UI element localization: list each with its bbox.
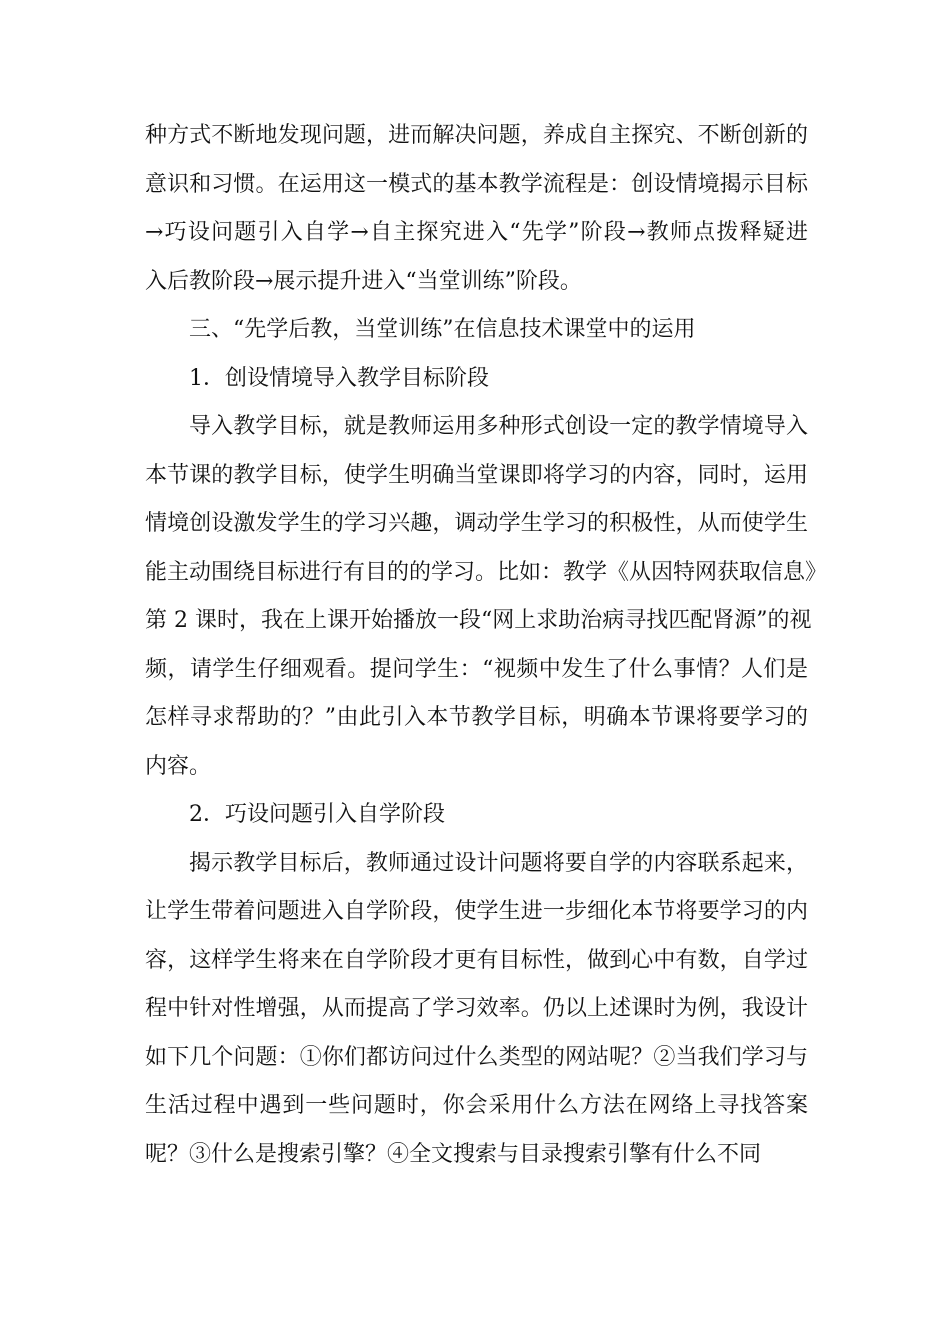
text-line: 呢？③什么是搜索引擎？④全文搜索与目录搜索引擎有什么不同 — [145, 1141, 762, 1167]
subsection-heading-text: 1．创设情境导入教学目标阶段 — [189, 365, 489, 391]
text-line: 内容。 — [145, 753, 212, 779]
text-line: 意识和习惯。在运用这一模式的基本教学流程是：创设情境揭示目标 — [145, 171, 808, 197]
text-line: →巧设问题引入自学→自主探究进入“先学”阶段→教师点拨释疑进 — [145, 220, 808, 245]
text-line: 生活过程中遇到一些问题时，你会采用什么方法在网络上寻找答案 — [145, 1093, 808, 1118]
text-line: 能主动围绕目标进行有目的的学习。比如：教学《从因特网获取信息》 — [145, 559, 828, 585]
subsection-heading-1 — [145, 355, 808, 404]
body-text — [145, 112, 828, 1179]
text-line: 第 2 课时，我在上课开始播放一段“网上求助治病寻找匹配肾源”的视 — [145, 608, 812, 633]
text-line: 种方式不断地发现问题，进而解决问题，养成自主探究、不断创新的 — [145, 123, 808, 148]
text-line: 情境创设激发学生的学习兴趣，调动学生学习的积极性，从而使学生 — [145, 511, 808, 536]
text-line: 如下几个问题：①你们都访问过什么类型的网站呢？②当我们学习与 — [145, 1044, 808, 1070]
paragraph-2 — [145, 840, 808, 1180]
section-heading — [145, 306, 808, 355]
subsection-heading-text: 2．巧设问题引入自学阶段 — [189, 802, 445, 827]
text-line: 频，请学生仔细观看。提问学生：“视频中发生了什么事情？人们是 — [145, 656, 808, 682]
text-line: 导入教学目标，就是教师运用多种形式创设一定的教学情境导入 — [189, 414, 808, 439]
paragraph-1 — [145, 403, 828, 791]
text-line: 容，这样学生将来在自学阶段才更有目标性，做到心中有数，自学过 — [145, 947, 808, 973]
text-line: 揭示教学目标后，教师通过设计问题将要自学的内容联系起来， — [189, 850, 808, 876]
text-line: 让学生带着问题进入自学阶段，使学生进一步细化本节将要学习的内 — [145, 899, 808, 924]
paragraph-continued — [145, 112, 808, 306]
section-heading-text: 三、“先学后教，当堂训练”在信息技术课堂中的运用 — [189, 317, 696, 342]
text-line: 本节课的教学目标，使学生明确当堂课即将学习的内容，同时，运用 — [145, 462, 808, 488]
text-line: 程中针对性增强，从而提高了学习效率。仍以上述课时为例，我设计 — [145, 996, 808, 1021]
text-line: 怎样寻求帮助的？”由此引入本节教学目标，明确本节课将要学习的 — [145, 705, 808, 730]
text-line: 入后教阶段→展示提升进入“当堂训练”阶段。 — [145, 268, 582, 294]
subsection-heading-2 — [145, 791, 808, 840]
